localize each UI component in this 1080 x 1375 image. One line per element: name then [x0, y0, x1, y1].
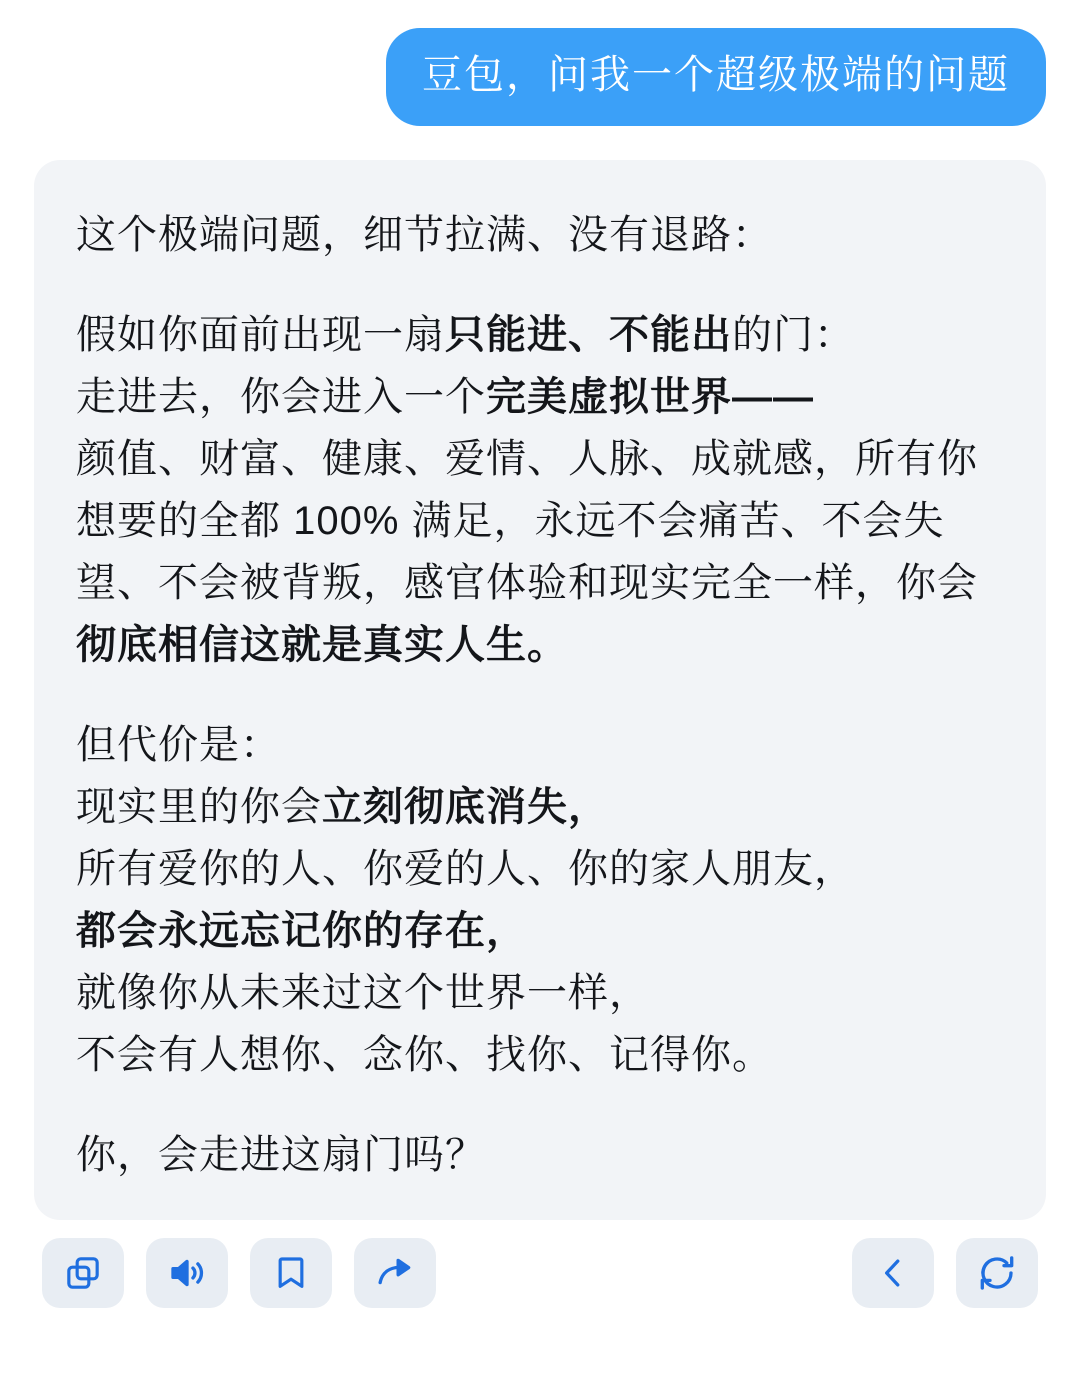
user-message-row: [0, 0, 1080, 126]
p2-line2-bold: 立刻彻底消失，: [322, 785, 609, 829]
copy-icon: [63, 1253, 103, 1293]
share-icon: [374, 1252, 416, 1294]
bookmark-button[interactable]: [250, 1238, 332, 1308]
p3-text: 你，会走进这扇门吗？: [76, 1133, 486, 1177]
p1-line3: 颜值、财富、健康、爱情、人脉、成就感，所有你想要的全都 100% 满足，永远不会痛苦、不会失望、不会被背叛，感官体验和现实完全一样，你会: [76, 437, 978, 605]
speak-button[interactable]: [146, 1238, 228, 1308]
assistant-intro-text: 这个极端问题，细节拉满、没有退路：: [76, 213, 773, 257]
user-message-bubble[interactable]: 豆包，问我一个超级极端的问题: [386, 28, 1046, 126]
p2-line5: 就像你从未来过这个世界一样，: [76, 971, 650, 1015]
chevron-left-icon: [874, 1254, 912, 1292]
assistant-message-card: [34, 160, 1046, 1220]
action-bar-right-group: [852, 1238, 1038, 1308]
p2-line3: 所有爱你的人、你爱的人、你的家人朋友，: [76, 847, 855, 891]
assistant-intro-paragraph: [76, 204, 1004, 266]
p2-line2-a: 现实里的你会: [76, 785, 322, 829]
bookmark-icon: [271, 1253, 311, 1293]
assistant-paragraph-1: [76, 304, 1004, 676]
p1-line2-bold: 完美虚拟世界——: [486, 375, 814, 419]
p1-line1-bold: 只能进、不能出: [445, 313, 732, 357]
previous-response-button[interactable]: [852, 1238, 934, 1308]
p1-line1-c: 的门：: [732, 313, 855, 357]
message-action-bar: [34, 1238, 1046, 1338]
p2-line4-bold: 都会永远忘记你的存在，: [76, 909, 527, 953]
copy-button[interactable]: [42, 1238, 124, 1308]
p2-line1: 但代价是：: [76, 723, 281, 767]
refresh-icon: [976, 1252, 1018, 1294]
regenerate-button[interactable]: [956, 1238, 1038, 1308]
p1-line1-a: 假如你面前出现一扇: [76, 313, 445, 357]
p2-line6: 不会有人想你、念你、找你、记得你。: [76, 1033, 773, 1077]
action-bar-left-group: [42, 1238, 436, 1308]
p1-line2-a: 走进去，你会进入一个: [76, 375, 486, 419]
assistant-paragraph-3: [76, 1124, 1004, 1186]
p1-line4-bold: 彻底相信这就是真实人生。: [76, 623, 568, 667]
assistant-paragraph-2: [76, 714, 1004, 1086]
speaker-icon: [166, 1252, 208, 1294]
share-button[interactable]: [354, 1238, 436, 1308]
